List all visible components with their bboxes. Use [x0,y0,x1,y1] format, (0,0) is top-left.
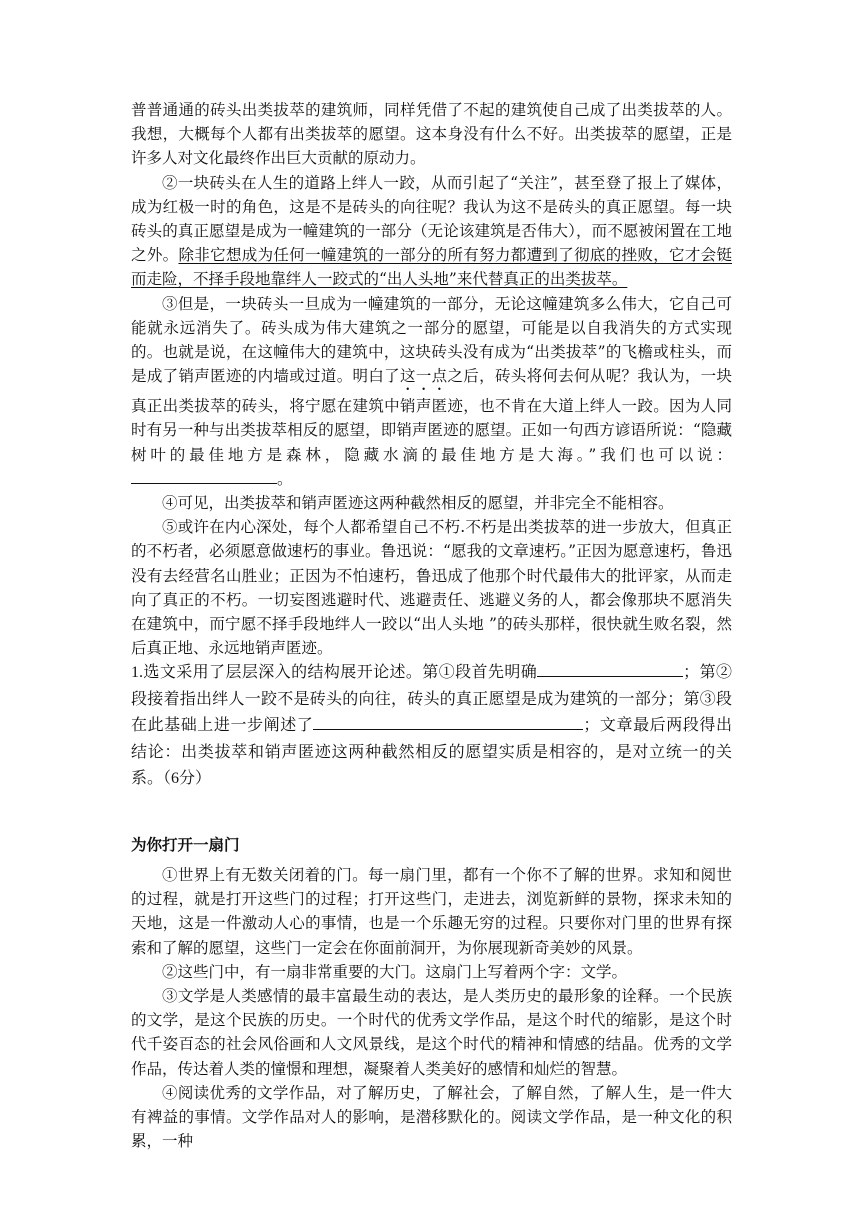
p2-text: ②一块砖头在人生的道路上绊人一跤，从而引起了“关注”，甚至登了报上了媒体，成为红极一时的角色，这是不是砖头的向往呢？我认为这不是砖头的真正愿望。每一块砖头的真正愿望是成为一幢建筑的一部分（无论该建筑是否伟大），而不愿被闲置在工地之外。 [131,173,732,265]
passage1-paragraph-5: ⑤或许在内心深处，每个人都希望自己不朽.不朽是出类拔萃的进一步放大，但真正的不朽者，必须愿意做速朽的事业。鲁迅说：“愿我的文章速朽。”正因为愿意速朽，鲁迅没有去经营名山胜业；正因为不怕速朽，鲁迅成了他那个时代最伟大的批评家，从而走向了真正的不朽。一切妄图逃避时代、逃避责任、逃避义务的人，都会像那块不愿消失在建筑中，而宁愿不择手段地绊人一跤以“出人头地 ”的砖头那样，很快就生败名裂，然后真正地、永远地销声匿迹。 [131,518,732,658]
passage1-paragraph-3 [131,292,732,491]
p2-underlined-sentence: 除非它想成为任何一幢建筑的一部分的所有努力都遭到了彻底的挫败，它才会铤而走险，不择手段地靠绊人一跤式的“出人头地”来代替真正的出类拔萃。 [131,246,732,289]
p3-emphasized-phrase: 这一点 [400,367,448,386]
question-1-part-1: 1.选文采用了层层深入的结构展开论述。第①段首先明确 [131,664,538,682]
passage2-title: 为你打开一扇门 [131,834,240,854]
question-1-part-2: ；第②段接着指出绊人一跤不是砖头的向往，砖头的真正愿望是成为建筑的一部分；第③段在此基础上进一步阐述了 [131,664,732,735]
question-1 [131,660,732,793]
question-1-part-3: ；文章最后两段得出结论：出类拔萃和销声匿迹这两种截然相反的愿望实质是相容的，是对立统一的关系。（6分） [131,717,732,788]
question-1-blank-2[interactable] [313,713,583,730]
passage1-paragraph-4: ④可见，出类拔萃和销声匿迹这两种截然相反的愿望，并非完全不能相容。 [162,494,674,513]
passage1-intro-paragraph: 普普通通的砖头出类拔萃的建筑师，同样凭借了不起的建筑使自己成了出类拔萃的人。我想，大概每个人都有出类拔萃的愿望。这本身没有什么不好。出类拔萃的愿望，正是许多人对文化最终作出巨大贡献的原动力。 [131,101,732,168]
p3-fill-blank[interactable] [131,467,277,484]
question-1-blank-1[interactable] [537,660,683,677]
passage1-paragraph-2 [131,171,732,292]
passage2-paragraph-4: ④阅读优秀的文学作品，对了解历史，了解社会，了解自然，了解人生，是一件大有裨益的事情。文学作品对人的影响，是潜移默化的。阅读文学作品，是一种文化的积累，一种 [131,1083,732,1151]
passage2-paragraph-1: ①世界上有无数关闭着的门。每一扇门里，都有一个你不了解的世界。求知和阅世的过程，就是打开这些门的过程；打开这些门，走进去，浏览新鲜的景物，探求未知的天地，这是一件激动人心的事情，也是一个乐趣无穷的过程。只要你对门里的世界有探索和了解的愿望，这些门一定会在你面前洞开，为你展现新奇美妙的风景。 [131,865,732,957]
p3-text-end: 之后，砖头将何去何从呢？我认为，一块真正出类拔萃的砖头，将宁愿在建筑中销声匿迹，也不肯在大道上绊人一跤。因为人同时有另一种与出类拔萃相反的愿望，即销声匿迹的愿望。正如一句西方谚语所说：“隐藏树叶的最佳地方是森林，隐藏水滴的最佳地方是大海。”我们也可以说： [131,367,732,464]
p3-period: 。 [277,469,293,488]
passage2-paragraph-2: ②这些门中，有一扇非常重要的大门。这扇门上写着两个字：文学。 [162,962,628,981]
passage2-paragraph-3: ③文学是人类感情的最丰富最生动的表达，是人类历史的最形象的诠释。一个民族的文学，是这个民族的历史。一个时代的优秀文学作品，是这个时代的缩影，是这个时代千姿百态的社会风俗画和人文风景线，是这个时代的精神和情感的结晶。优秀的文学作品，传达着人类的憧憬和理想，凝聚着人类美好的感情和灿烂的智慧。 [131,986,732,1078]
p3-text-start: ③但是，一块砖头一旦成为一幢建筑的一部分，无论这幢建筑多么伟大，它自己可能就永远消失了。砖头成为伟大建筑之一部分的愿望，可能是以自我消失的方式实现的。也就是说，在这幢伟大的建筑中，这块砖头没有成为“出类拔萃”的飞檐或柱头，而是成了销声匿迹的内墙或过道。明白了 [131,294,732,386]
